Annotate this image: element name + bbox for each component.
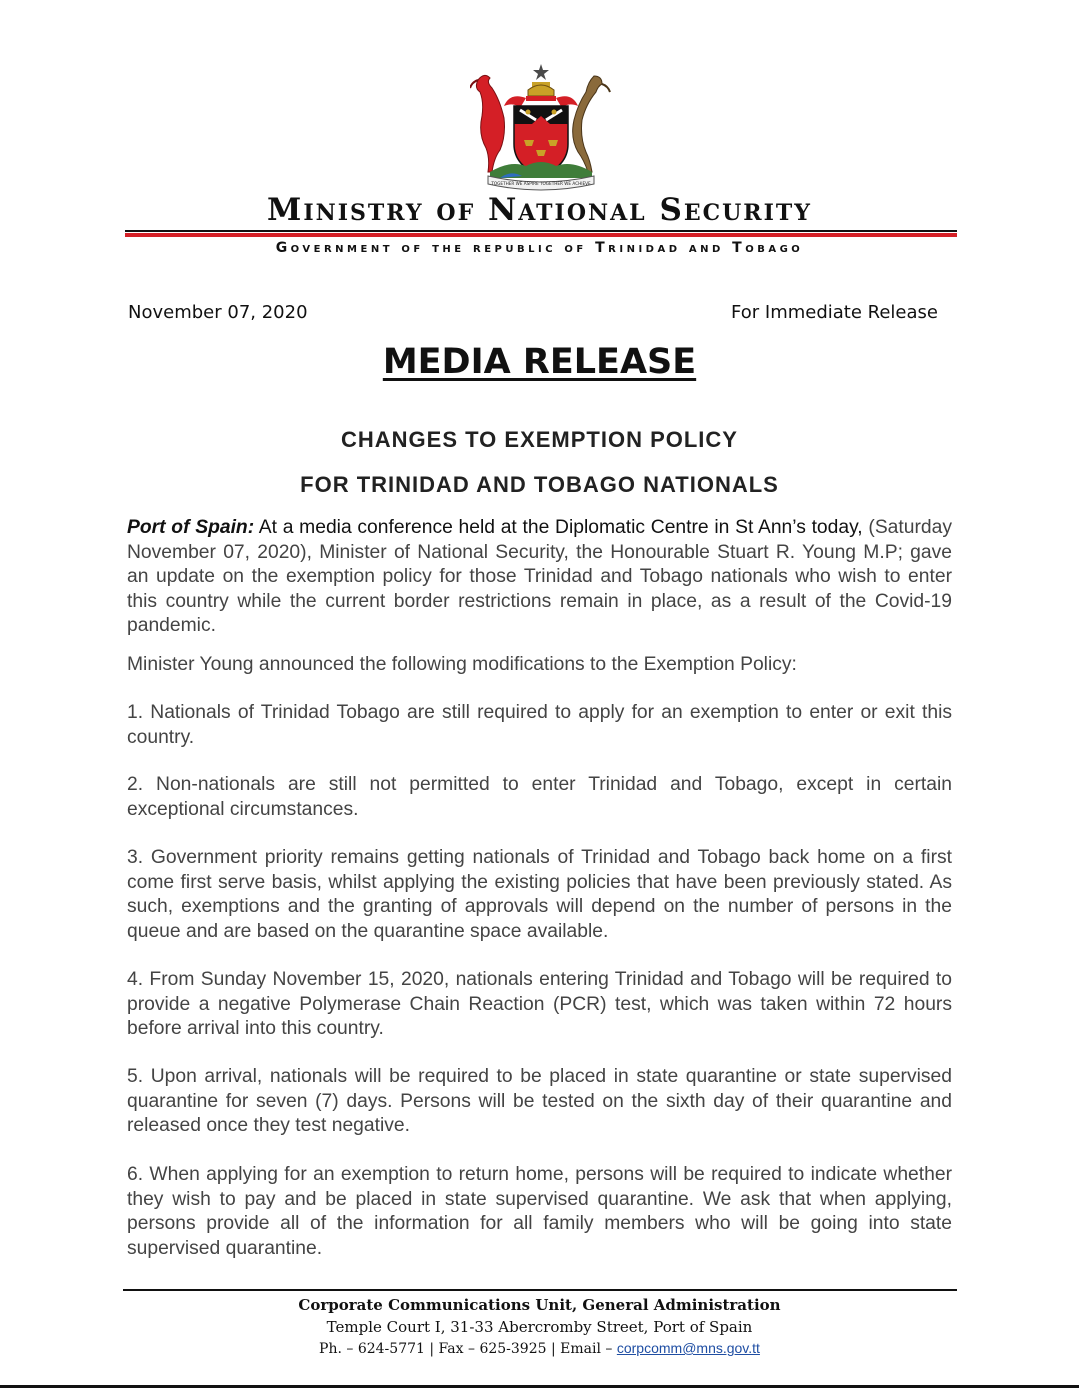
government-subtitle: Government of the republic of Trinidad and Tobago [275,240,804,256]
header-divider-red [125,233,957,237]
policy-point: 4. From Sunday November 15, 2020, nationals entering Trinidad and Tobago will be required to provide a negative Polymerase Chain Reaction (PCR) test, which was taken within 72 hours before arrival into this country. [127,969,952,1039]
intro-paragraph [127,516,952,639]
policy-point: 2. Non-nationals are still not permitted to enter Trinidad and Tobago, except in certain exceptional circumstances. [127,774,952,820]
header-divider-black [125,230,957,232]
intro-rest: (Saturday November 07, 2020), Minister of National Security, the Honourable Stuart R. Young M.P; gave an update on the exemption policy for those Trinidad and Tobago nationals who wish to enter this country while the current border restrictions remain in place, as a result of the Covid-19 pandemic. [127,517,952,636]
policy-point: 5. Upon arrival, nationals will be required to be placed in state quarantine or state supervised quarantine for seven (7) days. Persons will be tested on the sixth day of their quarantine and released once they test negative. [127,1066,952,1136]
page-bottom-border [0,1385,1079,1388]
footer-divider [123,1289,957,1291]
intro-lead: At a media conference held at the Diplomatic Centre in St Ann’s today, [254,517,863,538]
ministry-title: Ministry of National Security [267,192,812,228]
policy-point: 6. When applying for an exemption to return home, persons will be required to indicate whether they wish to pay and be placed in state supervised quarantine. We ask that when applying, persons provide all of the information for all family members who will be going into state supervised quarantine. [127,1164,952,1259]
dateline: Port of Spain: [127,517,255,538]
coat-of-arms-motto: TOGETHER WE ASPIRE TOGETHER WE ACHIEVE [491,181,591,186]
release-type: For Immediate Release [731,302,938,323]
headline-line-1: CHANGES TO EXEMPTION POLICY [341,427,738,452]
coat-of-arms-icon [470,62,612,192]
policy-point: 1. Nationals of Trinidad Tobago are still required to apply for an exemption to enter or exit this country. [127,702,952,748]
footer-address: Temple Court I, 31-33 Abercromby Street, Port of Spain [326,1318,753,1336]
announcement-paragraph: Minister Young announced the following modifications to the Exemption Policy: [127,654,797,675]
footer-contact [0,1340,1079,1357]
release-date: November 07, 2020 [128,302,308,323]
email-link[interactable]: corpcomm@mns.gov.tt [616,1340,760,1356]
headline-line-2: FOR TRINIDAD AND TOBAGO NATIONALS [300,472,779,497]
footer-phone-fax: Ph. – 624-5771 | Fax – 625-3925 | Email – [319,1341,617,1357]
policy-point: 3. Government priority remains getting nationals of Trinidad and Tobago back home on a first come first serve basis, whilst applying the existing policies that have been previously stated. As such, exemptions and the granting of approvals will depend on the number of persons in the queue and are based on the quarantine space available. [127,847,952,942]
document-title: MEDIA RELEASE [382,342,697,382]
footer-unit: Corporate Communications Unit, General Administration [298,1296,781,1314]
